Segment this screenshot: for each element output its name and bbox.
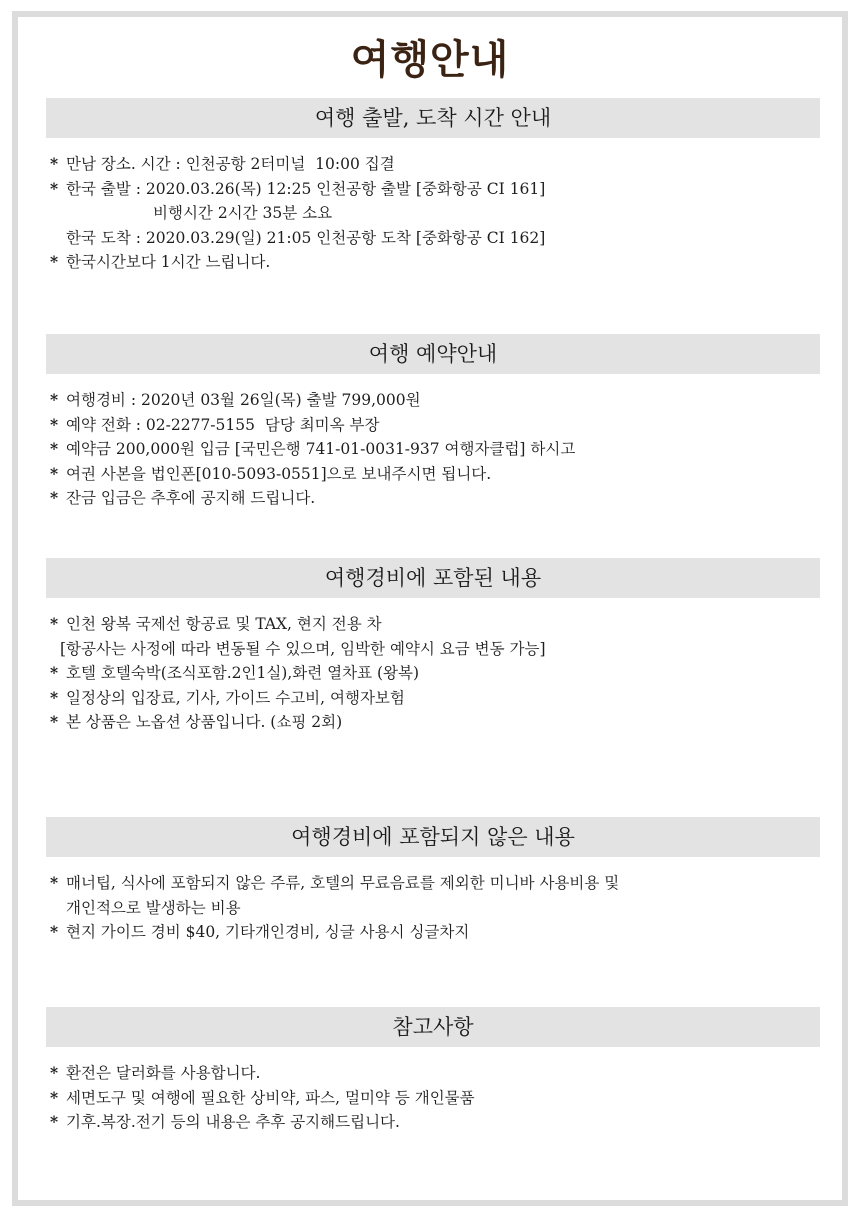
list-item-text: 한국시간보다 1시간 느립니다. (66, 253, 271, 271)
list-item (46, 1086, 820, 1111)
bullet: * (50, 1087, 59, 1107)
section-schedule (46, 98, 820, 275)
list-item (46, 201, 820, 226)
bullet: * (50, 873, 59, 892)
list-item (46, 920, 820, 945)
bullet: * (50, 1063, 59, 1082)
list-item (46, 486, 820, 511)
section-excluded (46, 817, 820, 945)
section-notes (46, 1007, 820, 1135)
bullet: * (50, 687, 59, 707)
bullet: * (50, 922, 59, 941)
bullet: * (50, 712, 59, 731)
bullet: * (50, 439, 59, 458)
bullet: * (50, 463, 59, 483)
page-title: 여행안내 (350, 36, 510, 83)
list-item (46, 1110, 820, 1135)
list-item-text: 매너팁, 식사에 포함되지 않은 주류, 호텔의 무료음료를 제외한 미니바 사용비용 및 (66, 874, 620, 892)
bullet: * (50, 390, 59, 409)
list-item-text: 한국 출발 : 2020.03.26(목) 12:25 인천공항 출발 [중화항공 CI 161] (66, 179, 546, 198)
list-item-text: 인천 왕복 국제선 항공료 및 TAX, 현지 전용 차 (66, 615, 382, 633)
bullet: * (50, 414, 59, 434)
list-item-text: 현지 가이드 경비 $40, 기타개인경비, 싱글 사용시 싱글차지 (66, 923, 470, 941)
section-included (46, 558, 820, 735)
list-item-text: 환전은 달러화를 사용합니다. (66, 1064, 261, 1082)
section-items (46, 152, 820, 275)
list-item-text: 예약금 200,000원 입금 [국민은행 741-01-0031-937 여행자클럽] 하시고 (66, 440, 576, 458)
section-header: 참고사항 (46, 1007, 820, 1047)
list-item-text: 예약 전화 : 02-2277-5155 담당 최미옥 부장 (66, 415, 380, 434)
list-item-text: 기후.복장.전기 등의 내용은 추후 공지해드립니다. (66, 1113, 400, 1131)
list-item (46, 612, 820, 637)
list-item-text: 비행시간 2시간 35분 소요 (153, 204, 333, 222)
list-item (46, 437, 820, 462)
section-items (46, 871, 820, 945)
list-item (46, 152, 820, 177)
list-item-text: 개인적으로 발생하는 비용 (66, 898, 241, 917)
list-item-text: 한국 도착 : 2020.03.29(일) 21:05 인천공항 도착 [중화항공 CI 162] (66, 228, 546, 247)
list-item (46, 661, 820, 686)
bullet: * (50, 488, 59, 507)
list-item (46, 1061, 820, 1086)
list-item-text: 호텔 호텔숙박(조식포함.2인1실),화련 열차표 (왕복) (66, 664, 420, 682)
list-item (46, 710, 820, 735)
list-item-text: 만남 장소. 시간 : 인천공항 2터미널 10:00 집결 (66, 155, 395, 173)
list-item-text: 여행경비 : 2020년 03월 26일(목) 출발 799,000원 (66, 391, 421, 409)
list-item-text: 잔금 입금은 추후에 공지해 드립니다. (66, 489, 316, 507)
list-item-text: 일정상의 입장료, 기사, 가이드 수고비, 여행자보험 (66, 688, 405, 707)
section-items (46, 1061, 820, 1135)
list-item (46, 896, 820, 921)
list-item (46, 250, 820, 275)
section-header: 여행경비에 포함된 내용 (46, 558, 820, 598)
list-item (46, 413, 820, 438)
list-item (46, 462, 820, 487)
list-item (46, 686, 820, 711)
list-item-text: [항공사는 사정에 따라 변동될 수 있으며, 임박한 예약시 요금 변동 가능] (60, 639, 546, 658)
section-header: 여행경비에 포함되지 않은 내용 (46, 817, 820, 857)
list-item-text: 세면도구 및 여행에 필요한 상비약, 파스, 멀미약 등 개인물품 (66, 1088, 475, 1107)
bullet: * (50, 614, 59, 633)
list-item (46, 388, 820, 413)
list-item (46, 637, 820, 662)
bullet: * (50, 1112, 59, 1131)
list-item (46, 226, 820, 251)
bullet: * (50, 178, 59, 198)
section-header: 여행 예약안내 (46, 334, 820, 374)
bullet: * (50, 154, 59, 173)
list-item-text: 여권 사본을 법인폰[010-5093-0551]으로 보내주시면 됩니다. (66, 464, 492, 483)
list-item (46, 177, 820, 202)
section-items (46, 388, 820, 511)
section-items (46, 612, 820, 735)
section-header: 여행 출발, 도착 시간 안내 (46, 98, 820, 138)
bullet: * (50, 663, 59, 682)
list-item-text: 본 상품은 노옵션 상품입니다. (쇼핑 2회) (66, 713, 343, 731)
list-item (46, 871, 820, 896)
section-reservation (46, 334, 820, 511)
bullet: * (50, 252, 59, 271)
